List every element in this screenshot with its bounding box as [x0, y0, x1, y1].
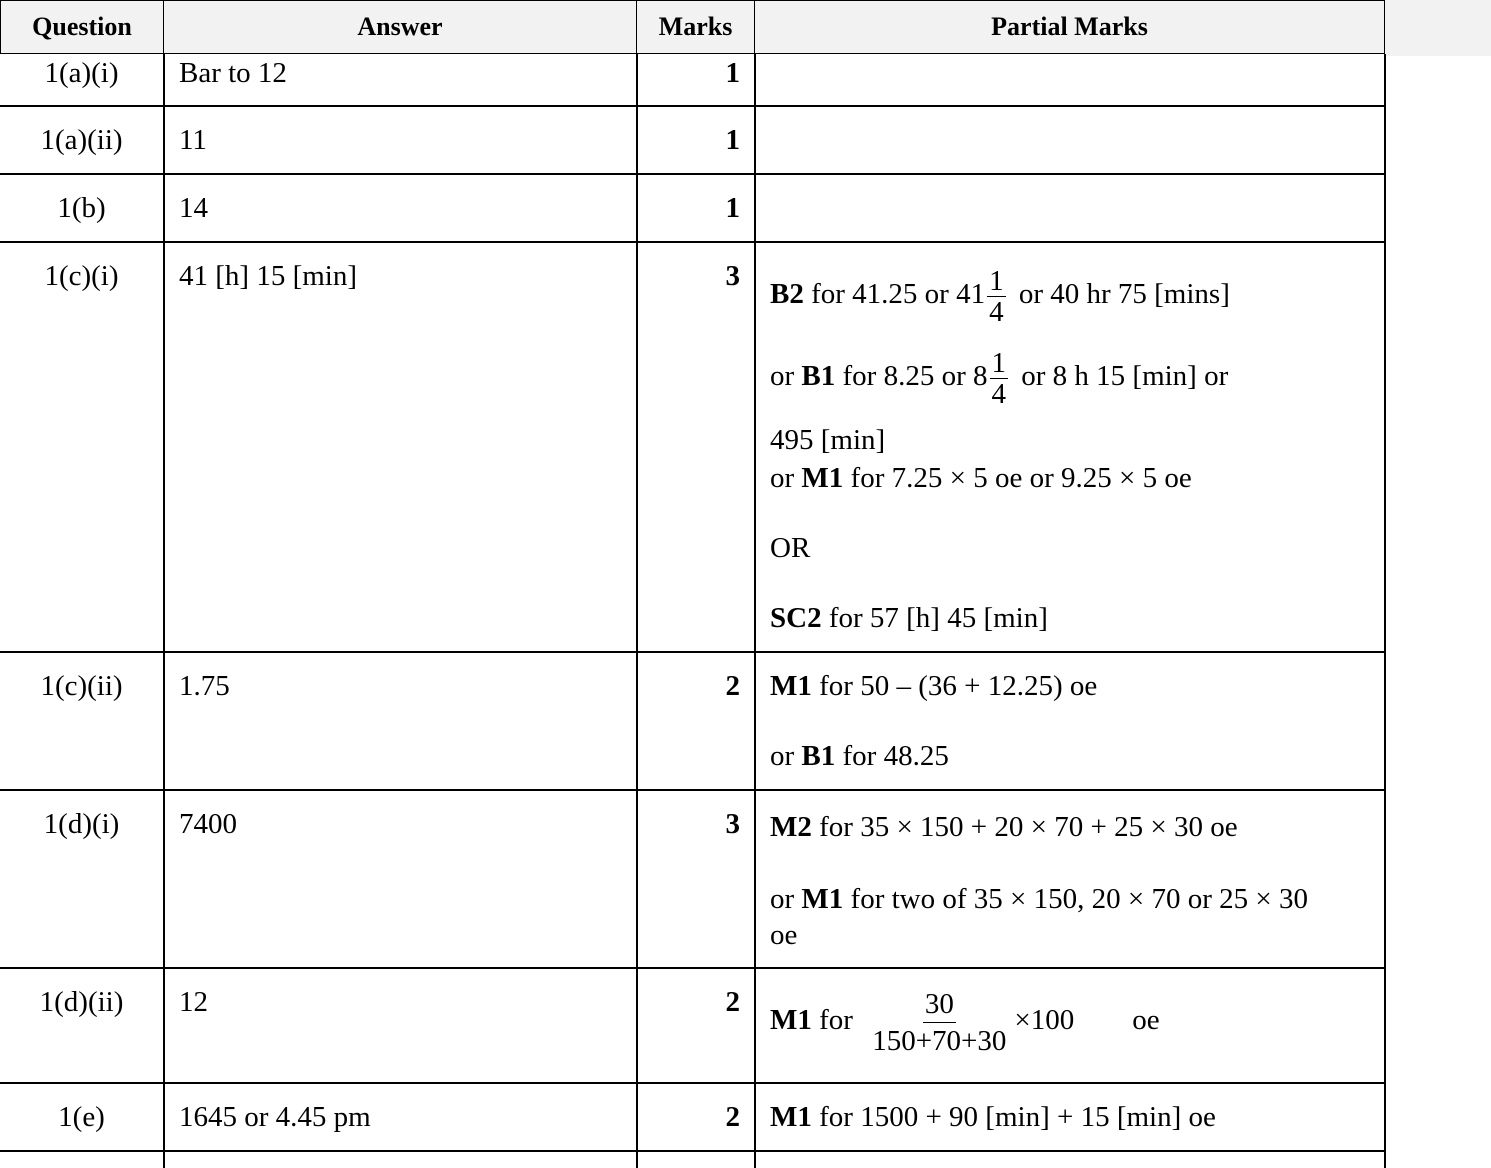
fraction	[870, 986, 1008, 1059]
partial-text: for 1500 + 90 [min] + 15 [min] oe	[811, 1101, 1216, 1133]
marks-value: 2	[725, 986, 740, 1018]
answer-text: 11	[179, 124, 207, 156]
partial-text: or 8 h 15 [min] or	[1014, 360, 1229, 393]
marks-value: 2	[725, 1101, 740, 1133]
partial-marks-line	[770, 348, 1228, 409]
marks-value: 3	[725, 260, 740, 292]
fraction	[987, 266, 1006, 327]
marks-value: 3	[725, 808, 740, 840]
fraction-numerator: 1	[991, 347, 1006, 379]
partial-marks-line	[770, 739, 949, 773]
row-divider	[0, 241, 1385, 243]
partial-text: for 41.25 or 41	[803, 278, 986, 311]
partial-marks-line	[770, 986, 1160, 1059]
partial-text: or 40 hr 75 [mins]	[1011, 278, 1230, 311]
answer-text: 12	[179, 986, 208, 1018]
partial-text: for 35 × 150 + 20 × 70 + 25 × 30 oe	[811, 811, 1238, 843]
partial-text: oe	[1132, 1004, 1160, 1037]
mark-code: M1	[770, 1101, 812, 1133]
mark-code: M1	[801, 462, 844, 494]
mark-code: B2	[770, 278, 804, 311]
divider	[1384, 54, 1386, 1168]
answer-text: 41 [h] 15 [min]	[179, 260, 357, 292]
fraction-numerator: 1	[989, 265, 1004, 297]
answer-text: 1.75	[179, 670, 230, 702]
partial-marks-line: OR	[770, 532, 811, 564]
partial-marks-line	[770, 810, 1238, 844]
row-divider	[0, 651, 1385, 653]
answer-text: 1645 or 4.45 pm	[179, 1101, 371, 1133]
mark-code: SC2	[770, 602, 822, 634]
question-id: 1(a)(i)	[44, 57, 119, 89]
partial-text: for 57 [h] 45 [min]	[821, 602, 1048, 634]
partial-marks-line	[770, 461, 1192, 495]
answer-text: 14	[179, 192, 208, 224]
row-divider	[0, 789, 1385, 791]
fraction	[990, 348, 1009, 409]
question-id: 1(c)(i)	[44, 260, 119, 292]
fraction-numerator: 30	[923, 986, 956, 1023]
divider	[163, 54, 165, 1168]
partial-marks-line	[770, 601, 1048, 635]
marks-value: 2	[725, 670, 740, 702]
row-divider	[0, 105, 1385, 107]
marks-value: 1	[725, 124, 740, 156]
fraction-denominator: 4	[991, 378, 1006, 410]
partial-text: or	[770, 360, 802, 393]
partial-marks-line	[770, 669, 1097, 703]
question-id: 1(d)(ii)	[39, 986, 124, 1018]
partial-text: for 8.25 or 8	[835, 360, 988, 393]
partial-text: for two of 35 × 150, 20 × 70 or 25 × 30	[843, 883, 1308, 915]
partial-text: for 50 – (36 + 12.25) oe	[811, 670, 1098, 702]
header-answer: Answer	[163, 0, 637, 54]
question-id: 1(a)(ii)	[40, 124, 123, 156]
partial-text: or	[770, 883, 802, 915]
partial-text: for 48.25	[835, 740, 949, 772]
header-band-extension	[1384, 0, 1491, 56]
partial-text: or	[770, 462, 802, 494]
question-id: 1(e)	[58, 1101, 105, 1133]
partial-text: for	[811, 1004, 853, 1037]
partial-marks-line: oe	[770, 919, 798, 951]
mark-code: B1	[801, 740, 836, 772]
header-partial-marks: Partial Marks	[754, 0, 1385, 54]
mark-code: M1	[770, 1004, 812, 1037]
header-marks: Marks	[636, 0, 755, 54]
answer-text: 7400	[179, 808, 237, 840]
mark-code: M1	[801, 883, 844, 915]
fraction-denominator: 150+70+30	[872, 1025, 1007, 1057]
partial-marks-line: 495 [min]	[770, 424, 886, 456]
mark-code: M2	[770, 811, 812, 843]
row-divider	[0, 173, 1385, 175]
partial-marks-line	[770, 882, 1308, 916]
row-divider	[0, 1150, 1385, 1152]
row-divider	[0, 1082, 1385, 1084]
partial-text: ×100	[1014, 1004, 1075, 1037]
marks-value: 1	[725, 192, 740, 224]
question-id: 1(c)(ii)	[40, 670, 123, 702]
partial-marks-line	[770, 1100, 1216, 1134]
mark-code: B1	[801, 360, 836, 393]
partial-text: for 7.25 × 5 oe or 9.25 × 5 oe	[843, 462, 1192, 494]
partial-text: or	[770, 740, 802, 772]
question-id: 1(d)(i)	[43, 808, 120, 840]
header-question: Question	[0, 0, 164, 54]
row-divider	[0, 967, 1385, 969]
fraction-denominator: 4	[989, 296, 1004, 328]
marks-value: 1	[725, 57, 740, 89]
partial-marks-line	[770, 266, 1230, 327]
question-id: 1(b)	[57, 192, 106, 224]
answer-text: Bar to 12	[179, 57, 287, 89]
mark-code: M1	[770, 670, 812, 702]
divider	[754, 54, 756, 1168]
